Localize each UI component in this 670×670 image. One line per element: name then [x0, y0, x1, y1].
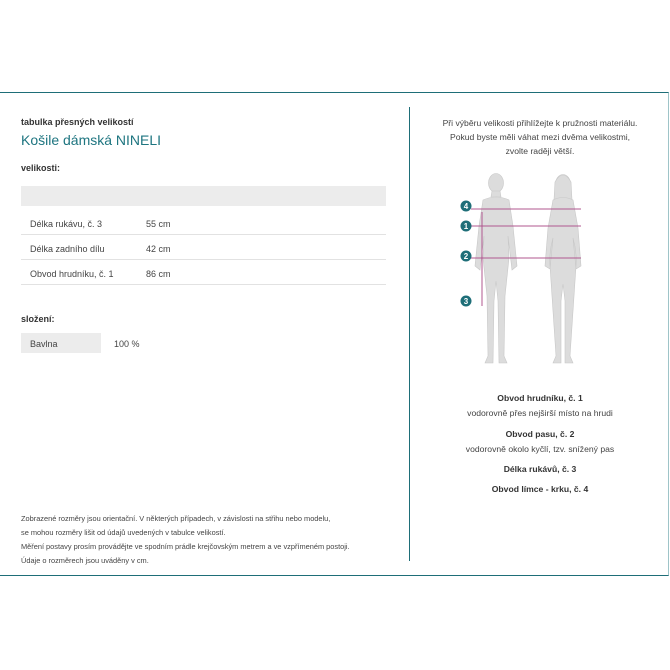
row-name: Obvod hrudníku, č. 1: [30, 269, 114, 279]
legend-desc: vodorovně okolo kyčlí, tzv. snížený pas: [465, 444, 615, 454]
size-advice: [420, 116, 660, 158]
marker-4: [461, 201, 472, 212]
legend-title: Obvod hrudníku, č. 1: [497, 393, 583, 403]
marker-label: 2: [463, 252, 469, 261]
row-value: 86 cm: [146, 269, 171, 279]
row-value: 55 cm: [146, 219, 171, 229]
marker-label: 3: [463, 297, 469, 306]
note-line: Údaje o rozměrech jsou uváděny v cm.: [21, 556, 149, 565]
composition-label: složení:: [21, 314, 55, 324]
table-row: [21, 210, 386, 235]
legend-title: Délka rukávů, č. 3: [503, 464, 577, 474]
material-value: 100 %: [114, 339, 140, 349]
row-name: Délka rukávu, č. 3: [30, 219, 103, 229]
marker-1: [461, 221, 472, 232]
row-value: 42 cm: [146, 244, 171, 254]
marker-2: [461, 251, 472, 262]
legend-title: Obvod pasu, č. 2: [505, 429, 575, 439]
legend-waist: [420, 429, 660, 454]
note-line: Zobrazené rozměry jsou orientační. V některých případech, v závislosti na střihu nebo modelu,: [21, 514, 331, 523]
note-line: se mohou rozměry lišit od údajů uvedených v tabulce velikostí.: [21, 528, 226, 537]
sizes-label: velikosti:: [21, 163, 61, 173]
male-figure: [475, 174, 517, 364]
advice-line: zvolte raději větší.: [505, 146, 575, 156]
marker-label: 1: [463, 222, 469, 231]
legend-desc: vodorovně přes nejširší místo na hrudi: [467, 408, 613, 418]
body-measurement-illustration: [455, 166, 595, 376]
material-name: Bavlna: [21, 333, 101, 353]
marker-3: [461, 296, 472, 307]
product-title: Košile dámská NINELI: [21, 132, 162, 148]
note-line: Měření postavy prosím provádějte ve spodním prádle krejčovským metrem a ve vzpřímeném postoji.: [21, 542, 350, 551]
legend-title: Obvod límce - krku, č. 4: [491, 484, 589, 494]
table-row: [21, 235, 386, 260]
size-table-header: [21, 186, 386, 206]
legend-sleeve: [420, 464, 660, 474]
chart-subtitle: tabulka přesných velikostí: [21, 117, 134, 127]
advice-line: Pokud byste měli váhat mezi dvěma velikostmi,: [449, 132, 631, 142]
row-name: Délka zadního dílu: [30, 244, 105, 254]
legend-collar: [420, 484, 660, 494]
measurement-note: [21, 512, 350, 568]
marker-label: 4: [463, 202, 469, 211]
advice-line: Při výběru velikosti přihlížejte k pružnosti materiálu.: [442, 118, 638, 128]
column-divider: [409, 107, 410, 561]
female-figure: [545, 175, 581, 364]
table-row: [21, 260, 386, 285]
legend-chest: [420, 393, 660, 418]
